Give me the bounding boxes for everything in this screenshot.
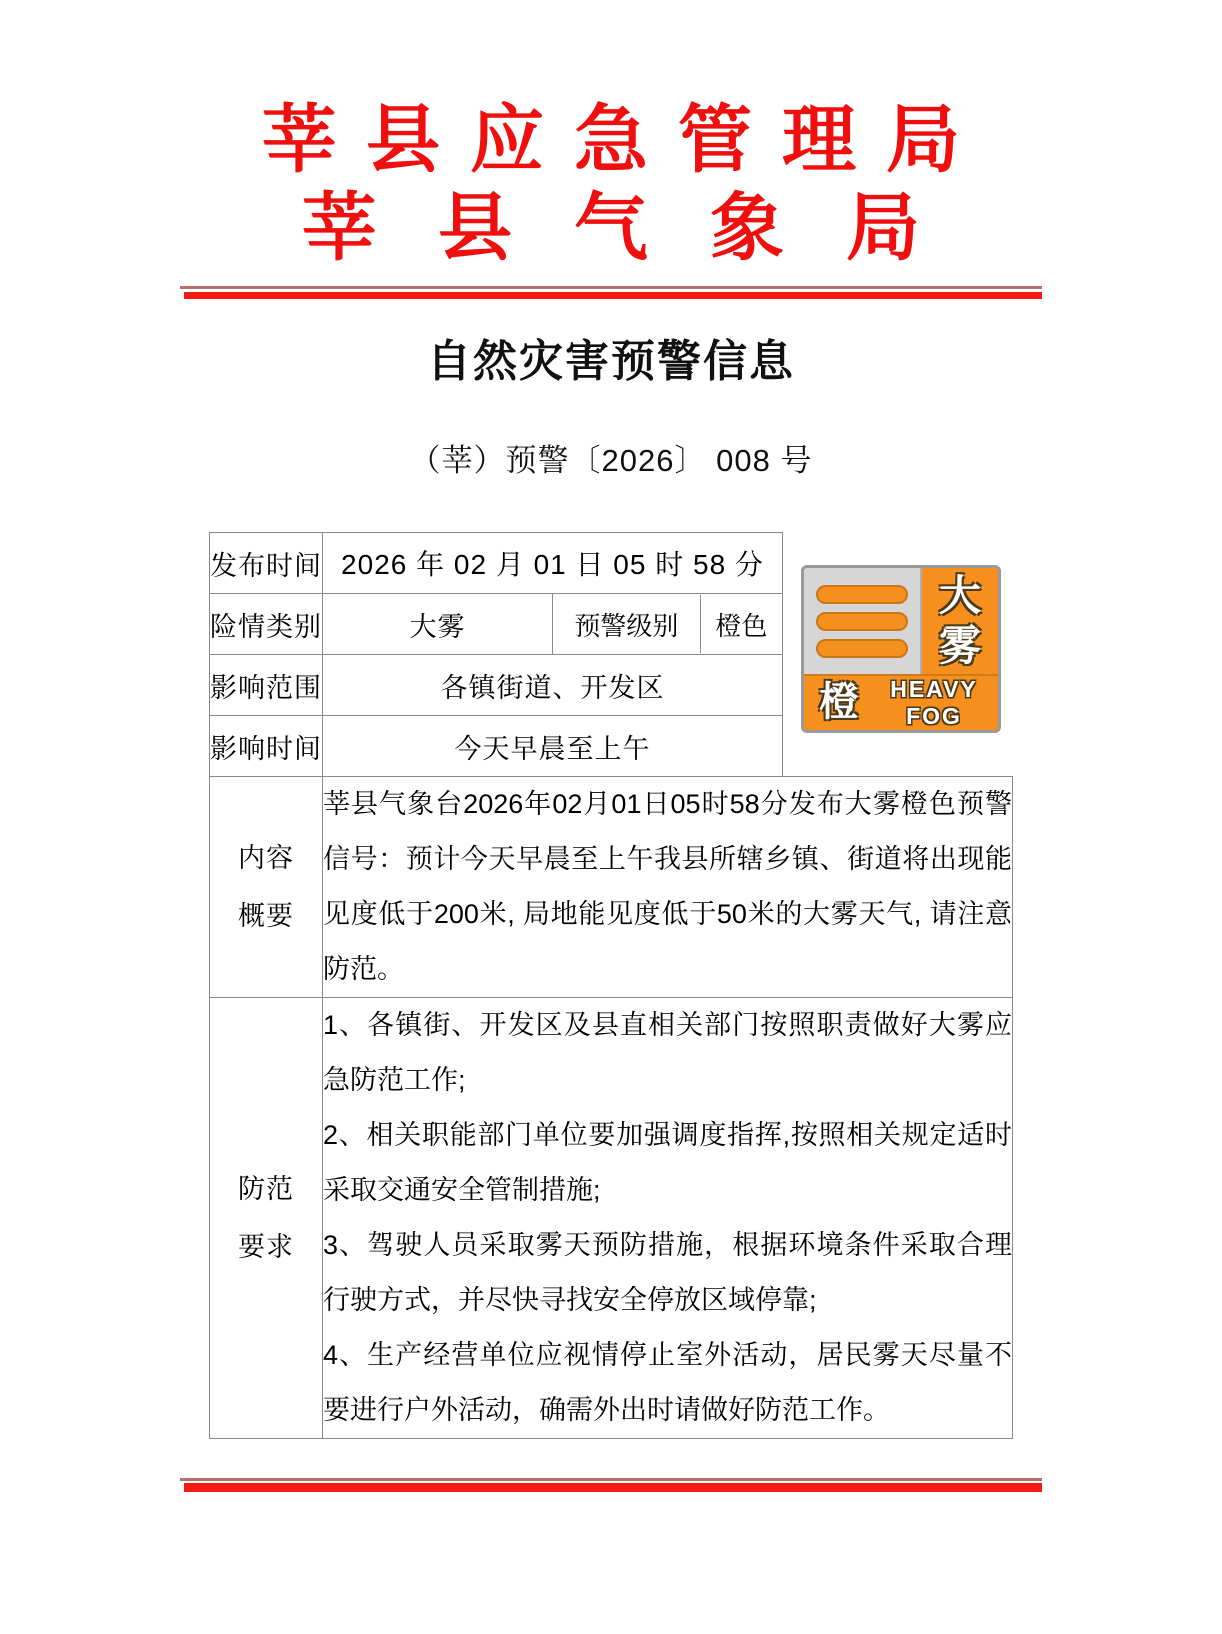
footer-rule-thin — [180, 1478, 1042, 1481]
page-title: 自然灾害预警信息 — [427, 337, 795, 386]
header-rule-thick — [184, 292, 1042, 299]
warning-level-pair — [553, 594, 783, 655]
summary-label — [210, 777, 323, 998]
org-name-line-1: 莘县应急管理局 — [262, 97, 990, 183]
fog-bar — [816, 612, 908, 631]
measures-label — [210, 998, 323, 1439]
measures-list — [323, 998, 1013, 1439]
affected-time-label: 影响时间 — [210, 716, 323, 777]
warning-icon-cn-line-1: 大 — [938, 571, 981, 620]
hazard-type-label: 险情类别 — [210, 594, 323, 655]
footer-rule — [180, 1478, 1042, 1492]
masthead — [0, 0, 1222, 272]
summary-text: 莘县气象台2026年02月01日05时58分发布大雾橙色预警信号：预计今天早晨至上午我县所辖乡镇、街道将出现能见度低于200米, 局地能见度低于50米的大雾天气, 请注意防范。 — [323, 777, 1013, 998]
issue-time-value: 2026 年 02 月 01 日 05 时 58 分 — [323, 533, 783, 594]
header-rule — [180, 286, 1042, 299]
warning-icon-chinese-label — [922, 568, 998, 674]
header-rule-thin — [180, 286, 1042, 289]
affected-area-value: 各镇街道、开发区 — [323, 655, 783, 716]
affected-area-label: 影响范围 — [210, 655, 323, 716]
warning-icon-level-char: 橙 — [819, 679, 859, 725]
fog-bar — [816, 585, 908, 604]
measures-label-line-1: 防范 — [238, 1174, 294, 1204]
warning-level-label: 预警级别 — [553, 595, 700, 653]
summary-label-line-2: 概要 — [238, 901, 294, 931]
warning-icon-english-label: HEAVY FOG — [890, 676, 978, 729]
measure-item: 2、相关职能部门单位要加强调度指挥,按照相关规定适时采取交通安全管制措施; — [323, 1120, 1012, 1205]
fog-bar — [816, 639, 908, 658]
table-row-summary — [210, 777, 1013, 998]
org-name-line-2: 莘县气象局 — [302, 185, 982, 271]
summary-label-line-1: 内容 — [238, 843, 294, 873]
document-number: （莘）预警〔2026〕 008 号 — [409, 443, 813, 478]
measure-item: 1、各镇街、开发区及县直相关部门按照职责做好大雾应急防范工作; — [323, 1010, 1012, 1095]
warning-icon-top — [804, 568, 998, 674]
measure-item: 3、驾驶人员采取雾天预防措施，根据环境条件采取合理行驶方式，并尽快寻找安全停放区域停靠; — [323, 1230, 1012, 1315]
info-table-area — [209, 532, 1013, 1439]
fog-bars-icon — [804, 568, 922, 674]
table-row-measures — [210, 998, 1013, 1439]
issue-time-label: 发布时间 — [210, 533, 323, 594]
warning-icon-bottom — [804, 674, 998, 730]
hazard-type-value: 大雾 — [323, 594, 553, 655]
warning-level-value: 橙色 — [700, 595, 782, 653]
measures-label-line-2: 要求 — [238, 1232, 294, 1262]
affected-time-value: 今天早晨至上午 — [323, 716, 783, 777]
warning-icon-cn-line-2: 雾 — [938, 621, 981, 670]
heavy-fog-orange-warning-icon — [801, 565, 1001, 733]
measure-item: 4、生产经营单位应视情停止室外活动，居民雾天尽量不要进行户外活动，确需外出时请做好防范工作。 — [323, 1340, 1012, 1425]
footer-rule-thick — [184, 1483, 1042, 1492]
